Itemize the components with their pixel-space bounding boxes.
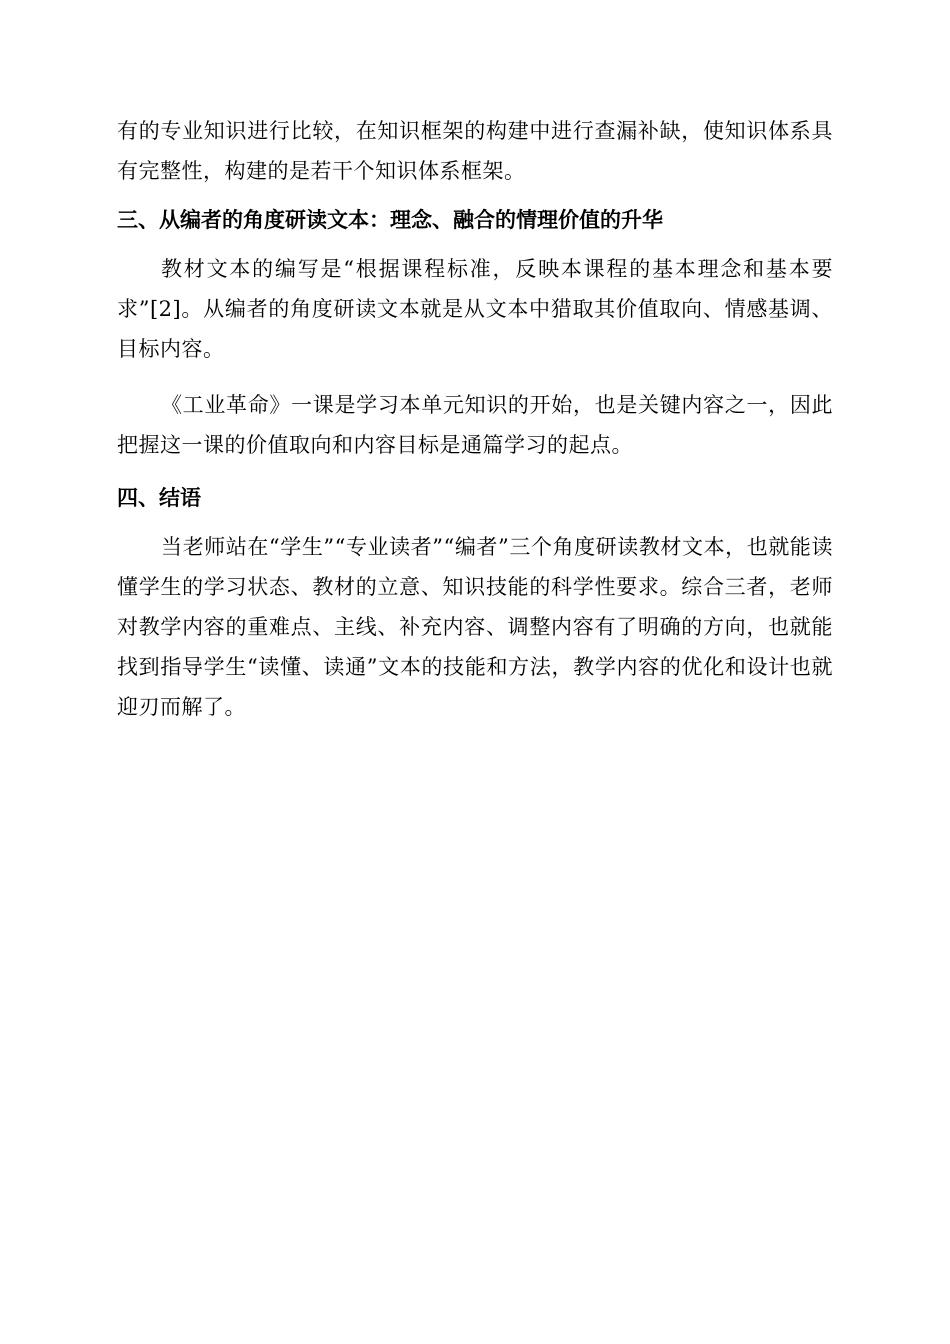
- section-heading-4: 四、结语: [117, 486, 201, 510]
- document-body: [117, 111, 833, 727]
- section-heading-3: 三、从编者的角度研读文本：理念、融合的情理价值的升华: [117, 208, 663, 232]
- paragraph-editor-perspective: 教材文本的编写是“根据课程标准，反映本课程的基本理念和基本要求”[2]。从编者的角度研读文本就是从文本中猎取其价值取向、情感基调、目标内容。: [117, 257, 833, 361]
- paragraph-industrial-revolution: 《工业革命》一课是学习本单元知识的开始，也是关键内容之一，因此把握这一课的价值取向和内容目标是通篇学习的起点。: [117, 393, 833, 457]
- paragraph-conclusion: 当老师站在“学生”“专业读者”“编者”三个角度研读教材文本，也就能读懂学生的学习状态、教材的立意、知识技能的科学性要求。综合三者，老师对教学内容的重难点、主线、补充内容、调整内容有了明确的方向，也就能找到指导学生“读懂、读通”文本的技能和方法，教学内容的优化和设计也就迎刃而解了。: [117, 535, 833, 719]
- paragraph-continuation: 有的专业知识进行比较，在知识框架的构建中进行查漏补缺，使知识体系具有完整性，构建的是若干个知识体系框架。: [117, 119, 833, 183]
